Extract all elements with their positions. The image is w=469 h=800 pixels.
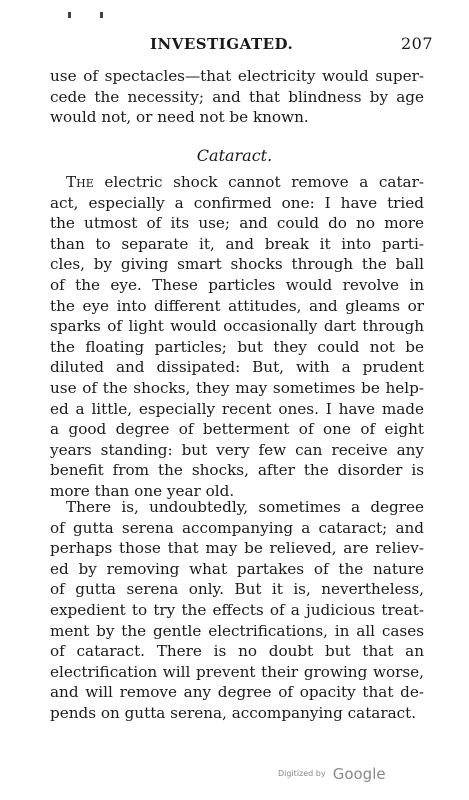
text-line: would not, or need not be known. [50,108,309,127]
text-line: the floating particles; but they could not be [50,337,424,356]
text-line: pends on gutta serena, accompanying cataract. [50,703,417,722]
continuation-text [50,66,424,128]
page-number: 207 [400,34,433,53]
text-line: ed a little, especially recent ones. I have made [50,399,424,418]
text-line: a good degree of betterment of one of eight [50,420,424,439]
running-head: INVESTIGATED. [150,35,294,53]
text-line: the eye into different attitudes, and gleams or [50,296,424,315]
text-line: ed by removing what partakes of the nature [50,559,424,578]
text-line: cles, by giving smart shocks through the ball [50,255,424,274]
text-line: the utmost of its use; and could do no more [50,214,424,233]
scan-mark [68,12,71,18]
text-line: electrification will prevent their growing worse, [50,662,424,681]
google-logo: Google [332,764,386,783]
text-line: than to separate it, and break it into parti- [50,234,424,253]
digitization-watermark [278,763,386,783]
drop-word: The [66,173,94,191]
text-line [50,172,424,193]
text-line: of gutta serena only. But it is, nevertheless, [50,580,424,599]
text-line: of cataract. There is no doubt but that an [50,642,424,661]
text-line: use of the shocks, they may sometimes be help- [50,378,424,397]
text-line: of gutta serena accompanying a cataract; and [50,518,424,537]
text-line: diluted and dissipated: But, with a prudent [50,358,424,377]
text-line: of the eye. These particles would revolve in [50,275,424,294]
paragraph [50,172,424,502]
text-line: ment by the gentle electrifications, in all cases [50,621,424,640]
text-line: sparks of light would occasionally dart through [50,317,424,336]
text-line: use of spectacles—that electricity would super- [50,67,424,85]
digitized-by-label: Digitized by [278,769,326,778]
section-heading: Cataract. [196,146,273,165]
text-line: cede the necessity; and that blindness by age [50,87,424,106]
text-line: benefit from the shocks, after the disorder is [50,461,424,480]
text-line: years standing: but very few can receive any [50,440,424,459]
text-line: expedient to try the effects of a judicious treat- [50,600,424,619]
text-line: and will remove any degree of opacity that de- [50,683,424,702]
text-line: There is, undoubtedly, sometimes a degree [66,498,424,516]
text-line: perhaps those that may be relieved, are reliev- [50,539,424,558]
text-fragment: electric shock cannot remove a catar- [93,173,424,191]
text-line: act, especially a confirmed one: I have tried [50,193,424,212]
text-line: more than one year old. [50,481,235,500]
paragraph [50,497,424,724]
scan-mark [100,12,103,18]
